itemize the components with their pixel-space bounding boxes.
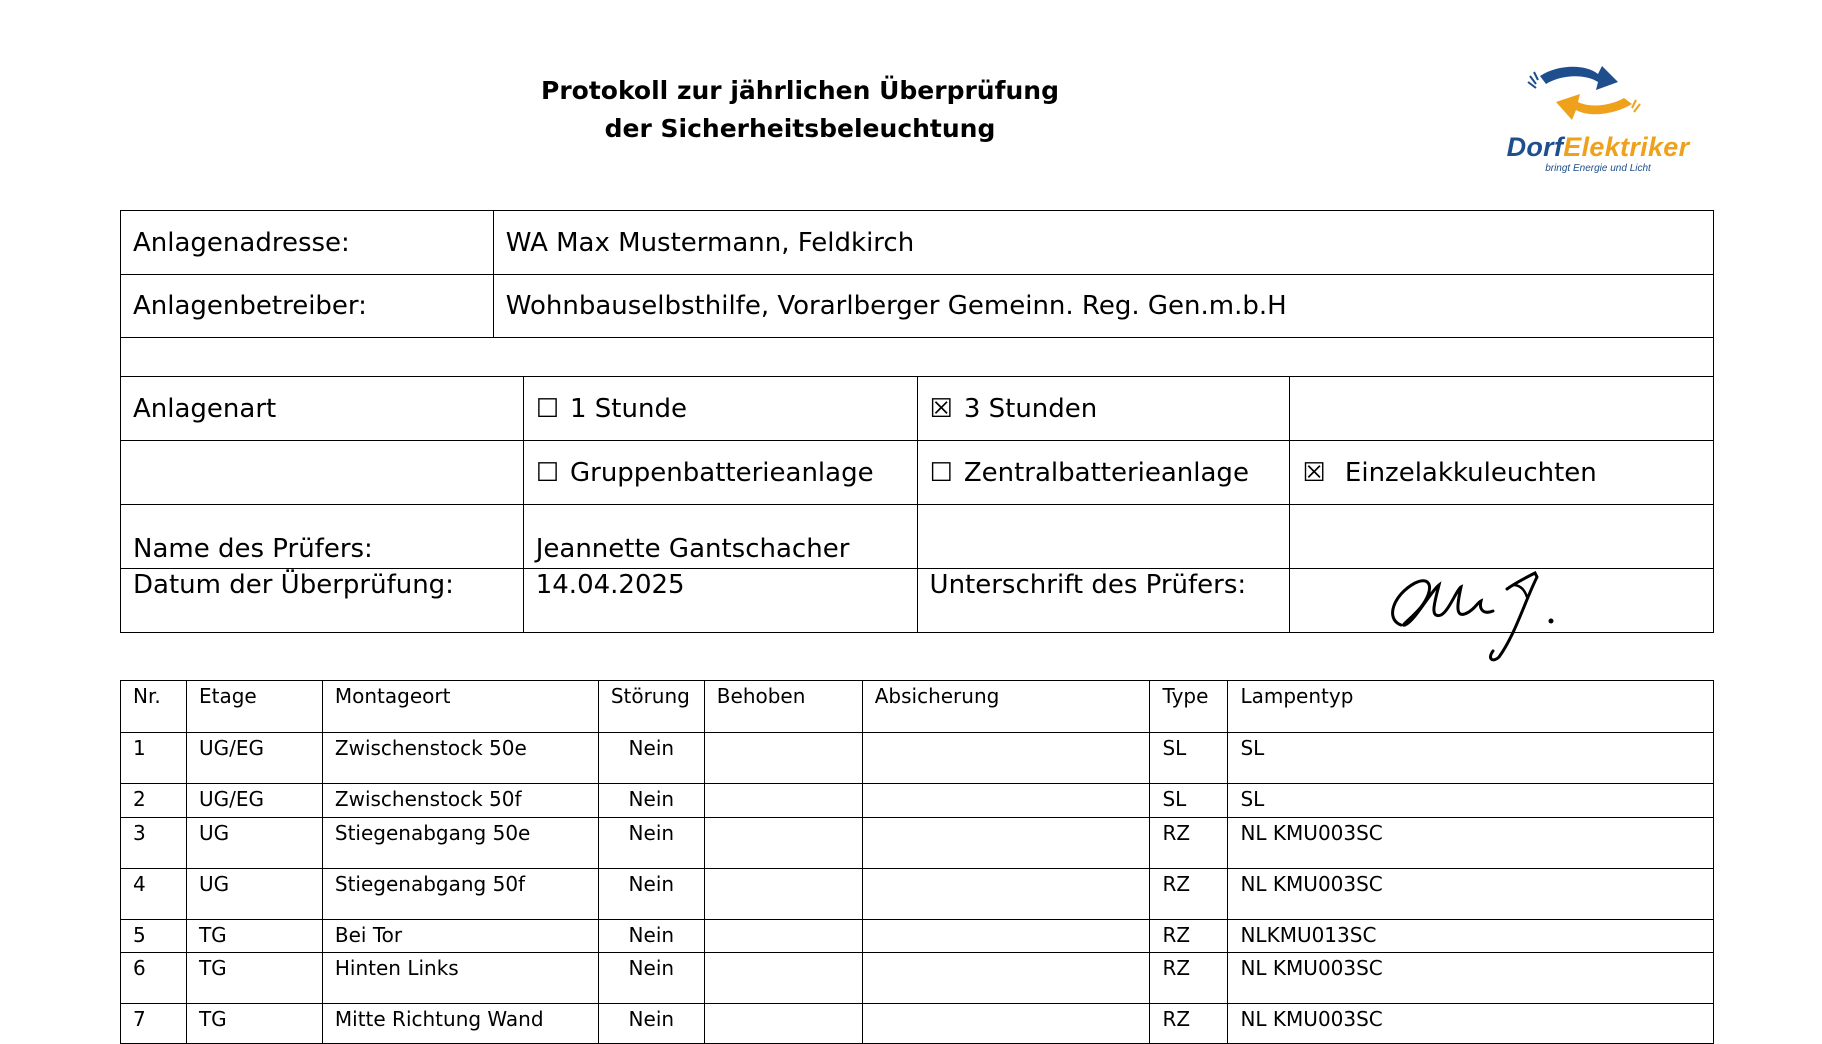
table-row [121,733,1714,784]
table-row [121,1004,1714,1044]
cell-type: SL [1150,733,1228,784]
empty-cell [1290,377,1714,441]
cell-lampentyp: NL KMU003SC [1228,869,1714,920]
cell-stoerung: Nein [598,818,704,869]
option-single-battery-label: Einzelakkuleuchten [1344,457,1597,488]
cell-stoerung: Nein [598,784,704,818]
operator-label: Anlagenbetreiber: [121,275,494,338]
cell-montageort: Stiegenabgang 50e [322,818,598,869]
cell-montageort: Hinten Links [322,953,598,1004]
cell-etage: UG/EG [186,733,322,784]
cell-nr: 4 [121,869,187,920]
cell-behoben [704,784,862,818]
cell-absicherung [862,920,1150,953]
cell-lampentyp: NLKMU013SC [1228,920,1714,953]
cell-stoerung: Nein [598,953,704,1004]
col-header-montageort: Montageort [322,681,598,733]
cell-stoerung: Nein [598,733,704,784]
cell-nr: 1 [121,733,187,784]
cell-type: SL [1150,784,1228,818]
col-header-lampentyp: Lampentyp [1228,681,1714,733]
cell-montageort: Bei Tor [322,920,598,953]
cell-etage: TG [186,953,322,1004]
col-header-behoben: Behoben [704,681,862,733]
cell-etage: UG [186,869,322,920]
spacer-row [121,338,1714,377]
inspector-value: Jeannette Gantschacher [523,505,917,569]
address-value: WA Max Mustermann, Feldkirch [493,211,1713,275]
cell-absicherung [862,869,1150,920]
cell-lampentyp: NL KMU003SC [1228,953,1714,1004]
option-three-hours[interactable] [917,377,1290,441]
cell-lampentyp: SL [1228,733,1714,784]
table-row [121,869,1714,920]
cell-montageort: Zwischenstock 50e [322,733,598,784]
cell-behoben [704,818,862,869]
col-header-etage: Etage [186,681,322,733]
cell-absicherung [862,1004,1150,1044]
cell-lampentyp: SL [1228,784,1714,818]
logo-brand [1498,132,1698,163]
checkbox-checked-icon[interactable]: ☒ [929,393,953,424]
cell-behoben [704,869,862,920]
checkbox-unchecked-icon[interactable]: ☐ [929,457,953,488]
cell-etage: TG [186,1004,322,1044]
empty-cell [121,441,524,505]
cell-type: RZ [1150,920,1228,953]
logo-tagline: bringt Energie und Licht [1545,163,1651,174]
cell-nr: 2 [121,784,187,818]
table-row [121,953,1714,1004]
logo-brand-part-2: Elektriker [1563,132,1690,162]
arrows-logo-icon [1498,58,1698,138]
cell-type: RZ [1150,818,1228,869]
col-header-absicherung: Absicherung [862,681,1150,733]
cell-behoben [704,953,862,1004]
cell-stoerung: Nein [598,920,704,953]
option-three-hours-label: 3 Stunden [963,393,1098,424]
option-central-battery[interactable] [917,441,1290,505]
cell-absicherung [862,784,1150,818]
col-header-nr: Nr. [121,681,187,733]
cell-lampentyp: NL KMU003SC [1228,1004,1714,1044]
table-row [121,920,1714,953]
option-group-battery-label: Gruppenbatterieanlage [569,457,874,488]
company-logo [1498,58,1698,178]
title-line-2: der Sicherheitsbeleuchtung [604,114,996,143]
cell-stoerung: Nein [598,869,704,920]
table-row [121,784,1714,818]
empty-cell [917,505,1290,569]
cell-type: RZ [1150,869,1228,920]
luminaires-table [120,680,1714,1044]
address-label: Anlagenadresse: [121,211,494,275]
cell-absicherung [862,733,1150,784]
cell-etage: TG [186,920,322,953]
option-central-battery-label: Zentralbatterieanlage [963,457,1249,488]
cell-nr: 6 [121,953,187,1004]
cell-absicherung [862,953,1150,1004]
title-line-1: Protokoll zur jährlichen Überprüfung [541,76,1059,105]
inspector-label: Name des Prüfers: [121,505,524,569]
option-one-hour-label: 1 Stunde [569,393,687,424]
table-row [121,818,1714,869]
option-one-hour[interactable] [523,377,917,441]
signature-label: Unterschrift des Prüfers: [917,569,1290,633]
checkbox-unchecked-icon[interactable]: ☐ [535,457,560,488]
cell-behoben [704,733,862,784]
col-header-stoerung: Störung [598,681,704,733]
cell-stoerung: Nein [598,1004,704,1044]
cell-type: RZ [1150,953,1228,1004]
option-single-battery[interactable] [1290,441,1714,505]
cell-etage: UG/EG [186,784,322,818]
operator-value: Wohnbauselbsthilfe, Vorarlberger Gemeinn. Reg. Gen.m.b.H [493,275,1713,338]
handwritten-signature [1375,555,1575,665]
col-header-type: Type [1150,681,1228,733]
document-title [430,72,1170,148]
date-value: 14.04.2025 [523,569,917,633]
type-label: Anlagenart [121,377,524,441]
checkbox-checked-icon[interactable]: ☒ [1302,457,1326,488]
date-label: Datum der Überprüfung: [121,569,524,633]
checkbox-unchecked-icon[interactable]: ☐ [535,393,560,424]
cell-montageort: Stiegenabgang 50f [322,869,598,920]
option-group-battery[interactable] [523,441,917,505]
cell-montageort: Zwischenstock 50f [322,784,598,818]
cell-etage: UG [186,818,322,869]
cell-lampentyp: NL KMU003SC [1228,818,1714,869]
cell-montageort: Mitte Richtung Wand [322,1004,598,1044]
cell-behoben [704,1004,862,1044]
cell-absicherung [862,818,1150,869]
cell-type: RZ [1150,1004,1228,1044]
cell-nr: 5 [121,920,187,953]
cell-behoben [704,920,862,953]
cell-nr: 7 [121,1004,187,1044]
logo-brand-part-1: Dorf [1506,132,1564,162]
cell-nr: 3 [121,818,187,869]
